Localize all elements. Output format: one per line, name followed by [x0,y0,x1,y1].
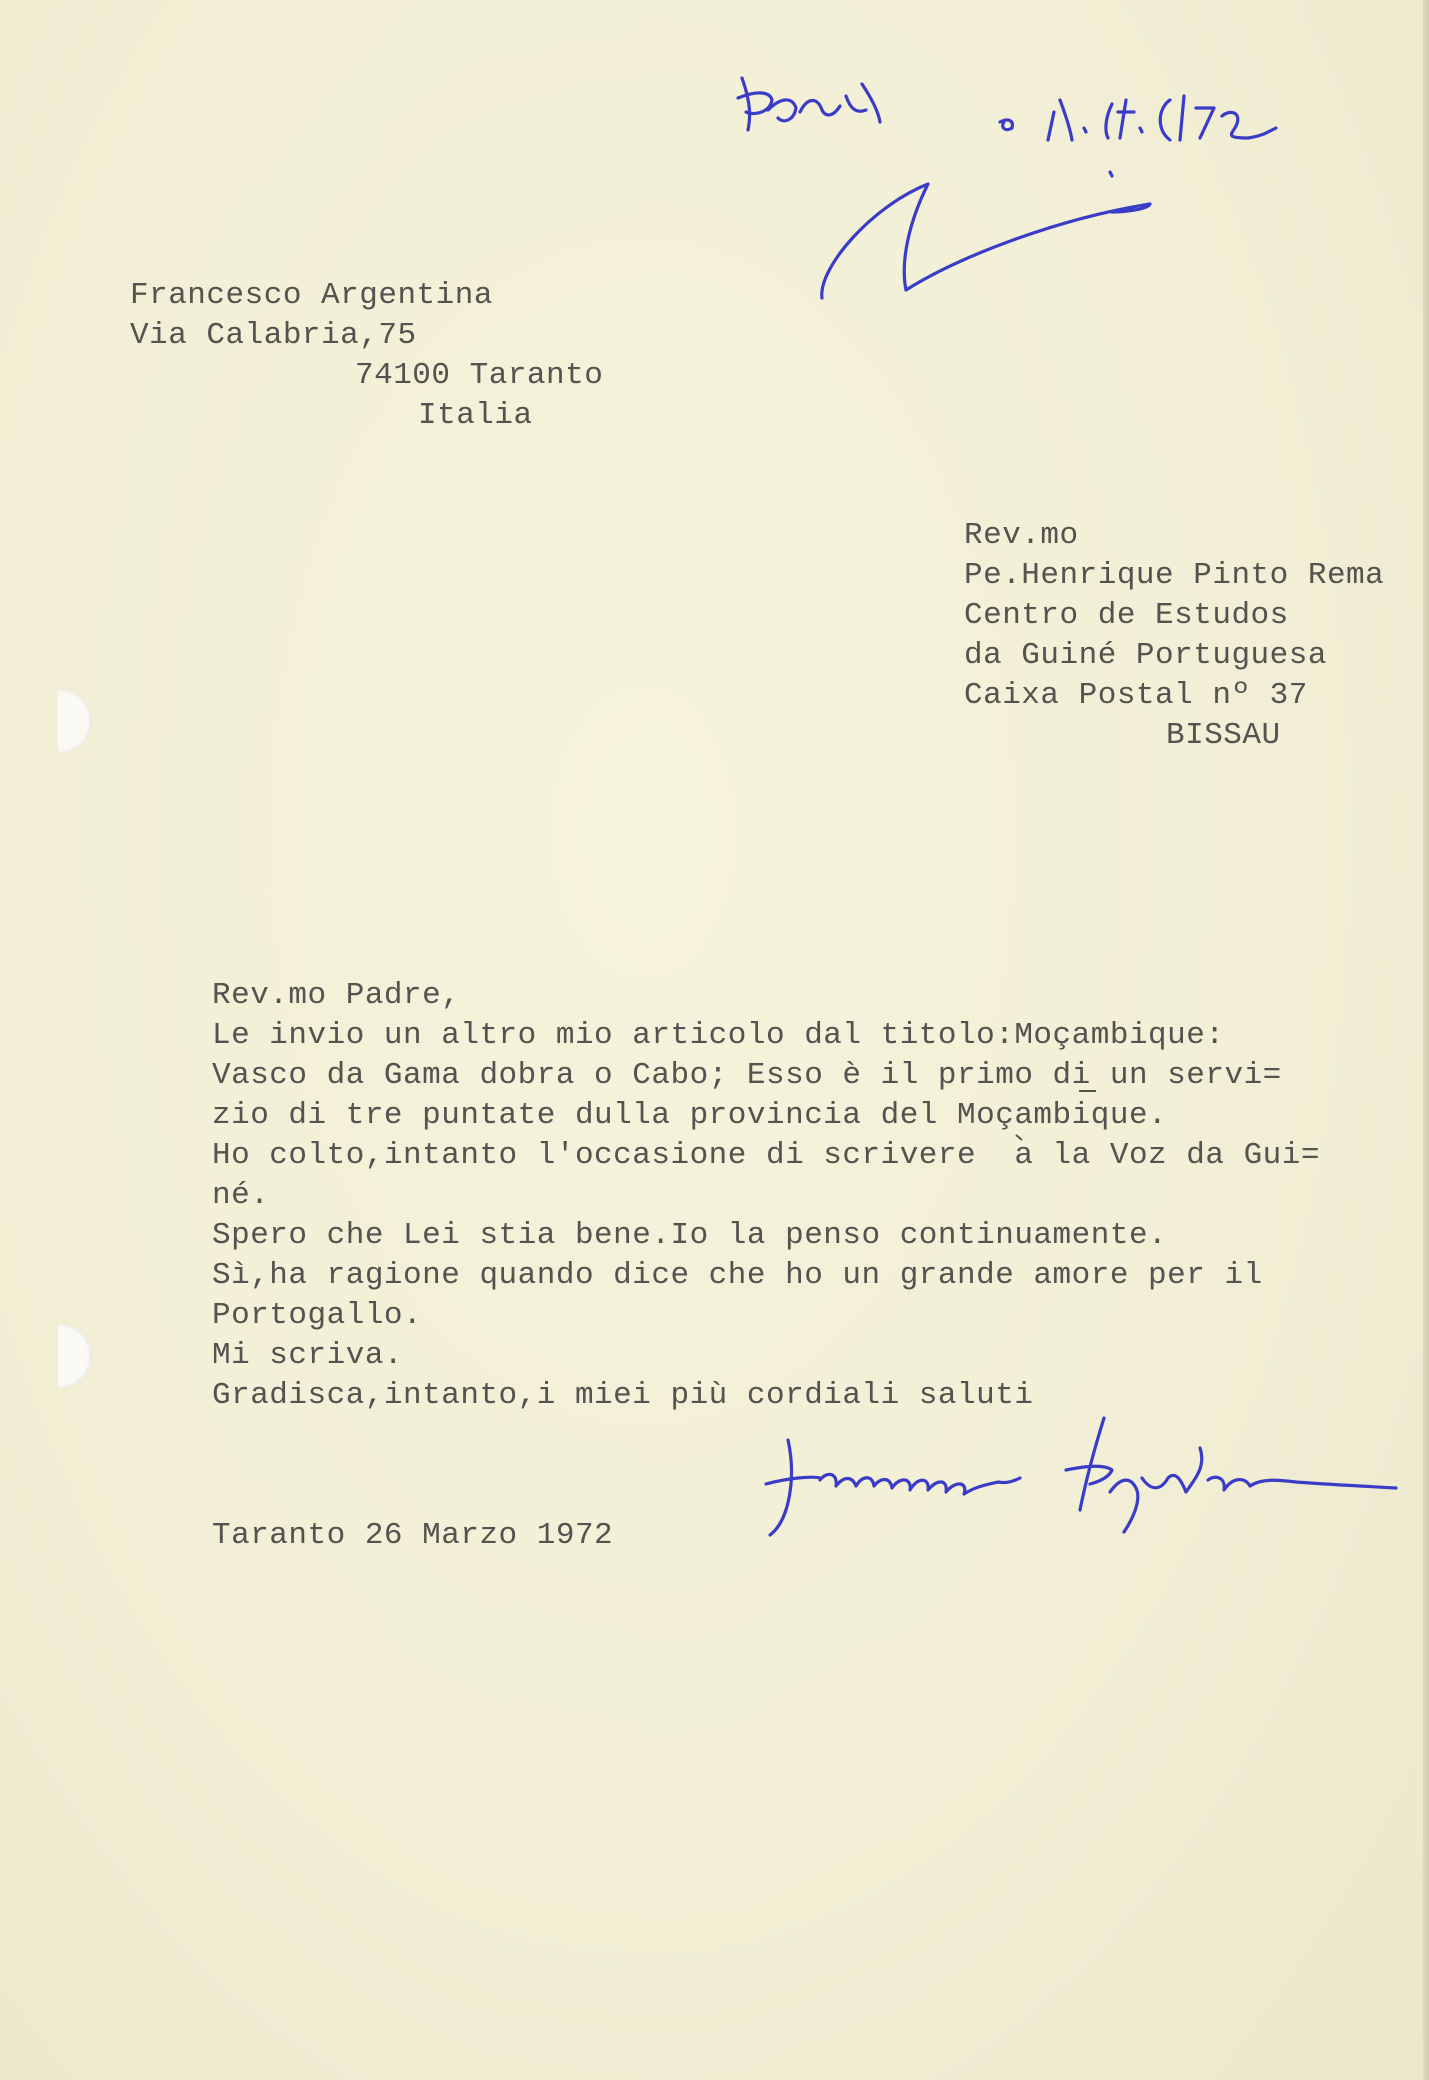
body-line: Le invio un altro mio articolo dal titolo:Moçambique: [212,1018,1225,1053]
signature [766,1418,1396,1535]
body-line: Portogallo. [212,1298,423,1333]
recipient-title: Rev.mo [964,518,1079,553]
handwritten-initials [822,184,1150,298]
body-line: Gradisca,intanto,i miei più cordiali saluti [212,1378,1034,1413]
sender-street: Via Calabria,75 [130,318,417,353]
body-line: Sì,ha ragione quando dice che ho un grande amore per il [212,1258,1263,1293]
body-line: Ho colto,intanto l'occasione di scrivere a la Voz da Gui= [212,1138,1320,1173]
sender-country: Italia [418,398,533,433]
recipient-institution-line2: da Guiné Portuguesa [964,638,1327,673]
salutation: Rev.mo Padre, [212,978,461,1013]
body-line: né. [212,1178,270,1213]
recipient-po-box: Caixa Postal nº 37 [964,678,1308,713]
sender-name: Francesco Argentina [130,278,493,313]
body-line: Spero che Lei stia bene.Io la penso continuamente. [212,1218,1168,1253]
handwritten-annotation [738,78,1276,176]
body-line: zio di tre puntate dulla provincia del Moçambique. [212,1098,1168,1133]
recipient-name: Pe.Henrique Pinto Rema [964,558,1385,593]
sender-city: 74100 Taranto [355,358,604,393]
body-line: Vasco da Gama dobra o Cabo; Esso è il primo di un servi= [212,1058,1282,1093]
recipient-city: BISSAU [1166,718,1281,753]
recipient-institution-line1: Centro de Estudos [964,598,1289,633]
place-date: Taranto 26 Marzo 1972 [212,1518,614,1553]
typewriter-corrections [1016,1091,1096,1140]
body-line: Mi scriva. [212,1338,404,1373]
